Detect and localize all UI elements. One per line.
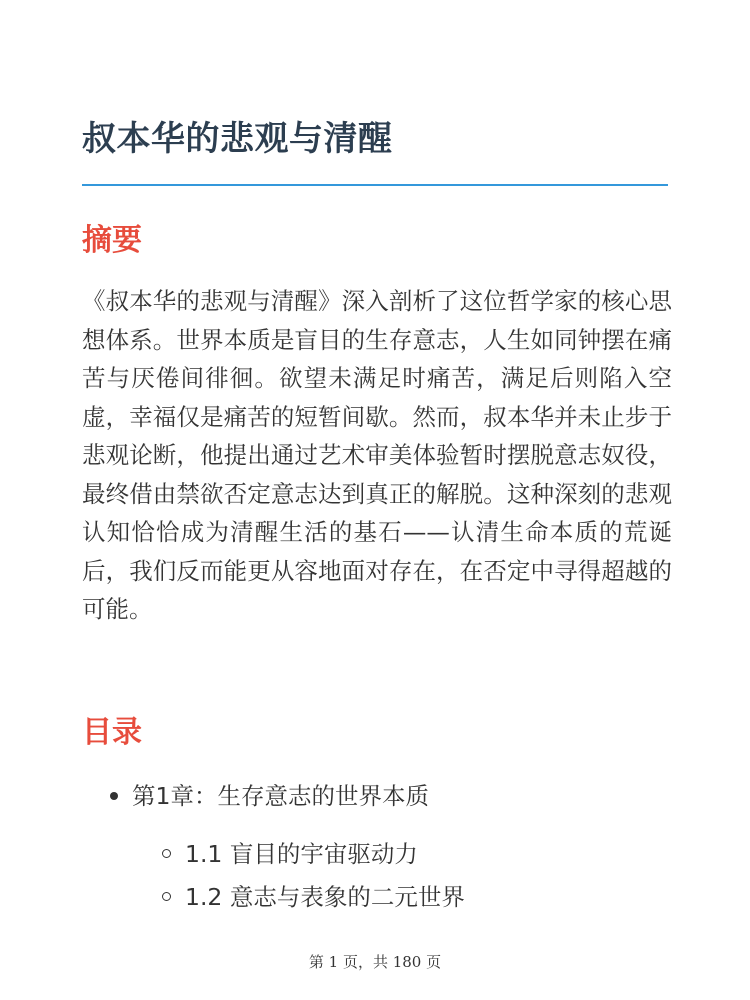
toc-heading: 目录 bbox=[82, 715, 142, 750]
title-divider bbox=[82, 184, 668, 186]
toc-section-label: 1.1 盲目的宇宙驱动力 bbox=[185, 840, 418, 868]
bullet-disc-icon bbox=[110, 792, 118, 800]
page-number-footer: 第 1 页，共 180 页 bbox=[308, 953, 442, 971]
toc-section-1-1[interactable] bbox=[162, 834, 418, 874]
toc-chapter-1[interactable] bbox=[110, 776, 429, 816]
toc-section-label: 1.2 意志与表象的二元世界 bbox=[185, 883, 465, 911]
toc-chapter-label: 第1章：生存意志的世界本质 bbox=[132, 782, 429, 810]
toc-section-1-2[interactable] bbox=[162, 877, 465, 917]
bullet-circle-icon bbox=[162, 892, 171, 901]
summary-heading: 摘要 bbox=[82, 223, 142, 258]
bullet-circle-icon bbox=[162, 849, 171, 858]
summary-paragraph: 《叔本华的悲观与清醒》深入剖析了这位哲学家的核心思想体系。世界本质是盲目的生存意志，人生如同钟摆在痛苦与厌倦间徘徊。欲望未满足时痛苦，满足后则陷入空虚，幸福仅是痛苦的短暂间歇。然而，叔本华并未止步于悲观论断，他提出通过艺术审美体验暂时摆脱意志奴役，最终借由禁欲否定意志达到真正的解脱。这种深刻的悲观认知恰恰成为清醒生活的基石——认清生命本质的荒诞后，我们反而能更从容地面对存在，在否定中寻得超越的可能。 bbox=[82, 287, 672, 623]
page-title: 叔本华的悲观与清醒 bbox=[82, 119, 393, 159]
